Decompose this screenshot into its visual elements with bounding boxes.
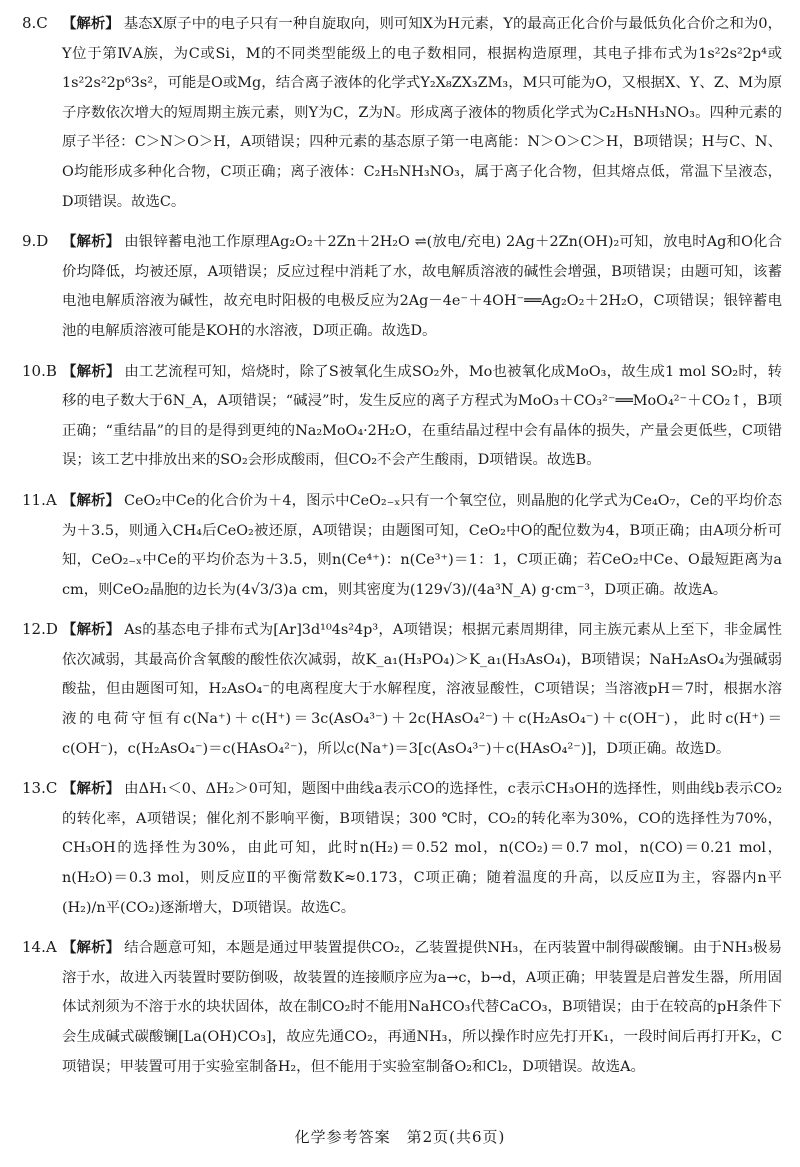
answer-number: 9.D [22,232,49,251]
answer-number: 10.B [22,361,57,380]
answer-explanation [62,357,782,476]
answer-number: 13.C [22,779,58,798]
answer-number: 14.A [22,938,57,957]
answer-explanation [62,9,782,217]
explanation-text: As的基态电子排布式为[Ar]3d¹⁰4s²4p³，A项错误；根据元素周期律，同主族元素从上至下，非金属性依次减弱，其最高价含氧酸的酸性依次减弱，故K_a₁(H₃PO₄)＞K_a₁(H₃AsO₄)，B项错误；NaH₂AsO₄为强碱弱酸盐，但由题图可知，H₂AsO₄⁻的电离程度大于水解程度，溶液显酸性，C项错误；当溶液pH＝7时，根据水溶液的电荷守恒有c(Na⁺)＋c(H⁺)＝3c(AsO₄³⁻)＋2c(HAsO₄²⁻)＋c(H₂AsO₄⁻)＋c(OH⁻)，此时c(H⁺)＝c(OH⁻)，c(H₂AsO₄⁻)＝c(HAsO₄²⁻)，所以c(Na⁺)＝3[c(AsO₄³⁻)＋c(HAsO₄²⁻)]，D项正确。故选D。 [62,622,782,757]
explanation-text: 由ΔH₁＜0、ΔH₂＞0可知，题图中曲线a表示CO的选择性，c表示CH₃OH的选择性，则曲线b表示CO₂的转化率，A项错误；催化剂不影响平衡，B项错误；300 ℃时，CO₂的转化率为30%，CO的选择性为70%，CH₃OH的选择性为30%，由此可知，此时n(H₂)＝0.52 mol，n(CO₂)＝0.7 mol，n(CO)＝0.21 mol，n(H₂O)＝0.3 mol，则反应Ⅱ的平衡常数K≈0.173，C项正确；随着温度的升高，以反应Ⅱ为主，容器内n平(H₂)/n平(CO₂)逐渐增大，D项错误。故选C。 [62,781,782,916]
answer-list [22,9,782,1092]
explanation-text: 由银锌蓄电池工作原理Ag₂O₂＋2Zn＋2H₂O ⇌(放电/充电) 2Ag＋2Zn(OH)₂可知，放电时Ag和O化合价均降低，均被还原，A项错误；反应过程中消耗了水，故电解质溶液的碱性会增强，B项错误；由题可知，该蓄电池电解质溶液为碱性，故充电时阳极的电极反应为2Ag－4e⁻＋4OH⁻══Ag₂O₂＋2H₂O，C项错误；银锌蓄电池的电解质溶液可能是KOH的水溶液，D项正确。故选D。 [62,234,782,339]
answer-item-14 [22,933,782,1082]
answer-explanation [62,615,782,764]
analysis-tag: 【解析】 [62,362,121,380]
analysis-tag: 【解析】 [62,621,121,639]
answer-number: 8.C [22,14,48,32]
analysis-tag: 【解析】 [62,15,120,32]
answer-explanation [62,486,782,605]
answer-explanation [62,774,782,923]
analysis-tag: 【解析】 [62,939,121,957]
answer-item-12 [22,615,782,764]
answer-item-9 [22,227,782,346]
explanation-text: 由工艺流程可知，焙烧时，除了S被氧化生成SO₂外，Mo也被氧化成MoO₃，故生成1 mol SO₂时，转移的电子数大于6N_A，A项错误；“碱浸”时，发生反应的离子方程式为MoO₃＋CO₃²⁻══MoO₄²⁻＋CO₂↑，B项正确；“重结晶”的目的是得到更纯的Na₂MoO₄·2H₂O，在重结晶过程中会有晶体的损失，产量会更低些，C项错误；该工艺中排放出来的SO₂会形成酸雨，但CO₂不会产生酸雨，D项错误。故选B。 [62,363,782,469]
answer-item-13 [22,774,782,923]
answer-item-8 [22,9,782,217]
answer-explanation [62,933,782,1082]
analysis-tag: 【解析】 [62,491,120,509]
analysis-tag: 【解析】 [62,233,121,251]
answer-number: 11.A [22,490,57,509]
page-footer: 化学参考答案 第2页(共6页) [294,1128,506,1146]
analysis-tag: 【解析】 [62,780,121,798]
answer-number: 12.D [22,620,58,639]
answer-item-11 [22,486,782,605]
explanation-text: 结合题意可知，本题是通过甲装置提供CO₂，乙装置提供NH₃，在丙装置中制得碳酸镧。由于NH₃极易溶于水，故进入丙装置时要防倒吸，故装置的连接顺序应为a→c，b→d，A项正确；甲装置是启普发生器，所用固体试剂须为不溶于水的块状固体，故在制CO₂时不能用NaHCO₃代替CaCO₃，B项错误；由于在较高的pH条件下会生成碱式碳酸镧[La(OH)CO₃]，故应先通CO₂，再通NH₃，所以操作时应先打开K₁，一段时间后再打开K₂，C项错误；甲装置可用于实验室制备H₂，但不能用于实验室制备O₂和Cl₂，D项错误。故选A。 [62,940,782,1075]
explanation-text: CeO₂中Ce的化合价为＋4，图示中CeO₂₋ₓ只有一个氧空位，则晶胞的化学式为Ce₄O₇，Ce的平均价态为＋3.5，则通入CH₄后CeO₂被还原，A项错误；由题图可知，CeO₂中O的配位数为4，B项正确；由A项分析可知，CeO₂₋ₓ中Ce的平均价态为＋3.5，则n(Ce⁴⁺)：n(Ce³⁺)＝1：1，C项正确；若CeO₂中Ce、O最短距离为a cm，则CeO₂晶胞的边长为(4√3/3)a cm，则其密度为(129√3)/(4a³N_A) g·cm⁻³，D项正确。故选A。 [62,492,782,598]
explanation-text: 基态X原子中的电子只有一种自旋取向，则可知X为H元素，Y的最高正化合价与最低负化合价之和为0，Y位于第ⅣA族，为C或Si，M的不同类型能级上的电子数相同，根据构造原理，其电子排布式为1s²2s²2p⁴或1s²2s²2p⁶3s²，可能是O或Mg，结合离子液体的化学式Y₂X₈ZX₃ZM₃，M只可能为O，又根据X、Y、Z、M为原子序数依次增大的短周期主族元素，则Y为C，Z为N。形成离子液体的物质化学式为C₂H₅NH₃NO₃。四种元素的原子半径：C＞N＞O＞H，A项错误；四种元素的基态原子第一电离能：N＞O＞C＞H，B项错误；H与C、N、O均能形成多种化合物，C项正确；离子液体：C₂H₅NH₃NO₃，属于离子化合物，但其熔点低，常温下呈液态，D项错误。故选C。 [62,16,782,210]
answer-explanation [62,227,782,346]
answer-item-10 [22,357,782,476]
